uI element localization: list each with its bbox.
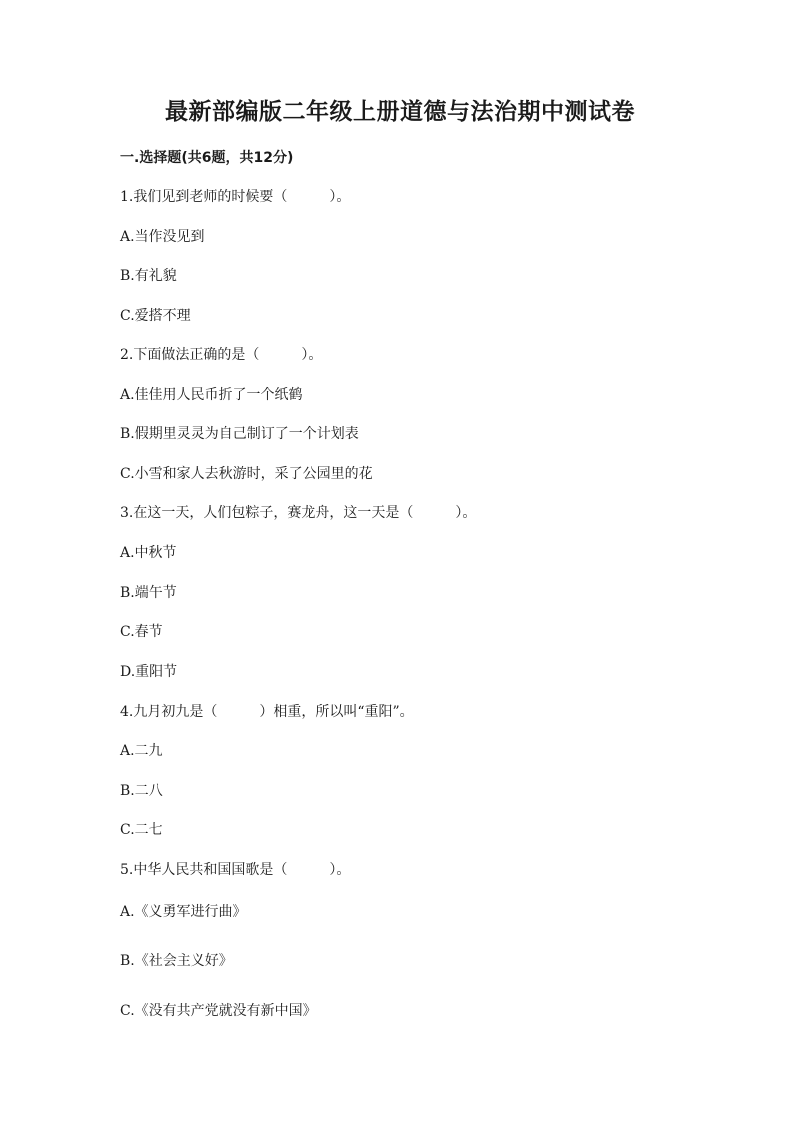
question-4-option-b: B.二八 bbox=[120, 783, 163, 799]
question-3-option-d: D.重阳节 bbox=[120, 664, 178, 680]
question-2-option-a: A.佳佳用人民币折了一个纸鹤 bbox=[120, 387, 303, 403]
question-2-option-b: B.假期里灵灵为自己制订了一个计划表 bbox=[120, 426, 359, 442]
question-1-option-c: C.爱搭不理 bbox=[120, 308, 191, 324]
question-4-stem: 4.九月初九是（ ）相重，所以叫“重阳”。 bbox=[120, 704, 414, 720]
question-1-option-a: A.当作没见到 bbox=[120, 229, 205, 245]
question-3-stem: 3.在这一天，人们包粽子，赛龙舟，这一天是（ ）。 bbox=[120, 505, 477, 521]
question-4-option-c: C.二七 bbox=[120, 822, 163, 838]
section-heading: 一.选择题(共6题，共12分) bbox=[120, 150, 294, 166]
question-4-option-a: A.二九 bbox=[120, 743, 163, 759]
question-5-option-c: C.《没有共产党就没有新中国》 bbox=[120, 1003, 317, 1019]
question-5-option-b: B.《社会主义好》 bbox=[120, 953, 233, 969]
page-title: 最新部编版二年级上册道德与法治期中测试卷 bbox=[165, 99, 635, 125]
question-3-option-a: A.中秋节 bbox=[120, 545, 177, 561]
question-3-option-c: C.春节 bbox=[120, 624, 163, 640]
question-3-option-b: B.端午节 bbox=[120, 585, 177, 601]
question-1-option-b: B.有礼貌 bbox=[120, 268, 177, 284]
question-2-stem: 2.下面做法正确的是（ ）。 bbox=[120, 347, 323, 363]
question-1-stem: 1.我们见到老师的时候要（ ）。 bbox=[120, 189, 351, 205]
question-5-stem: 5.中华人民共和国国歌是（ ）。 bbox=[120, 862, 351, 878]
question-5-option-a: A.《义勇军进行曲》 bbox=[120, 904, 247, 920]
question-2-option-c: C.小雪和家人去秋游时，采了公园里的花 bbox=[120, 466, 373, 482]
